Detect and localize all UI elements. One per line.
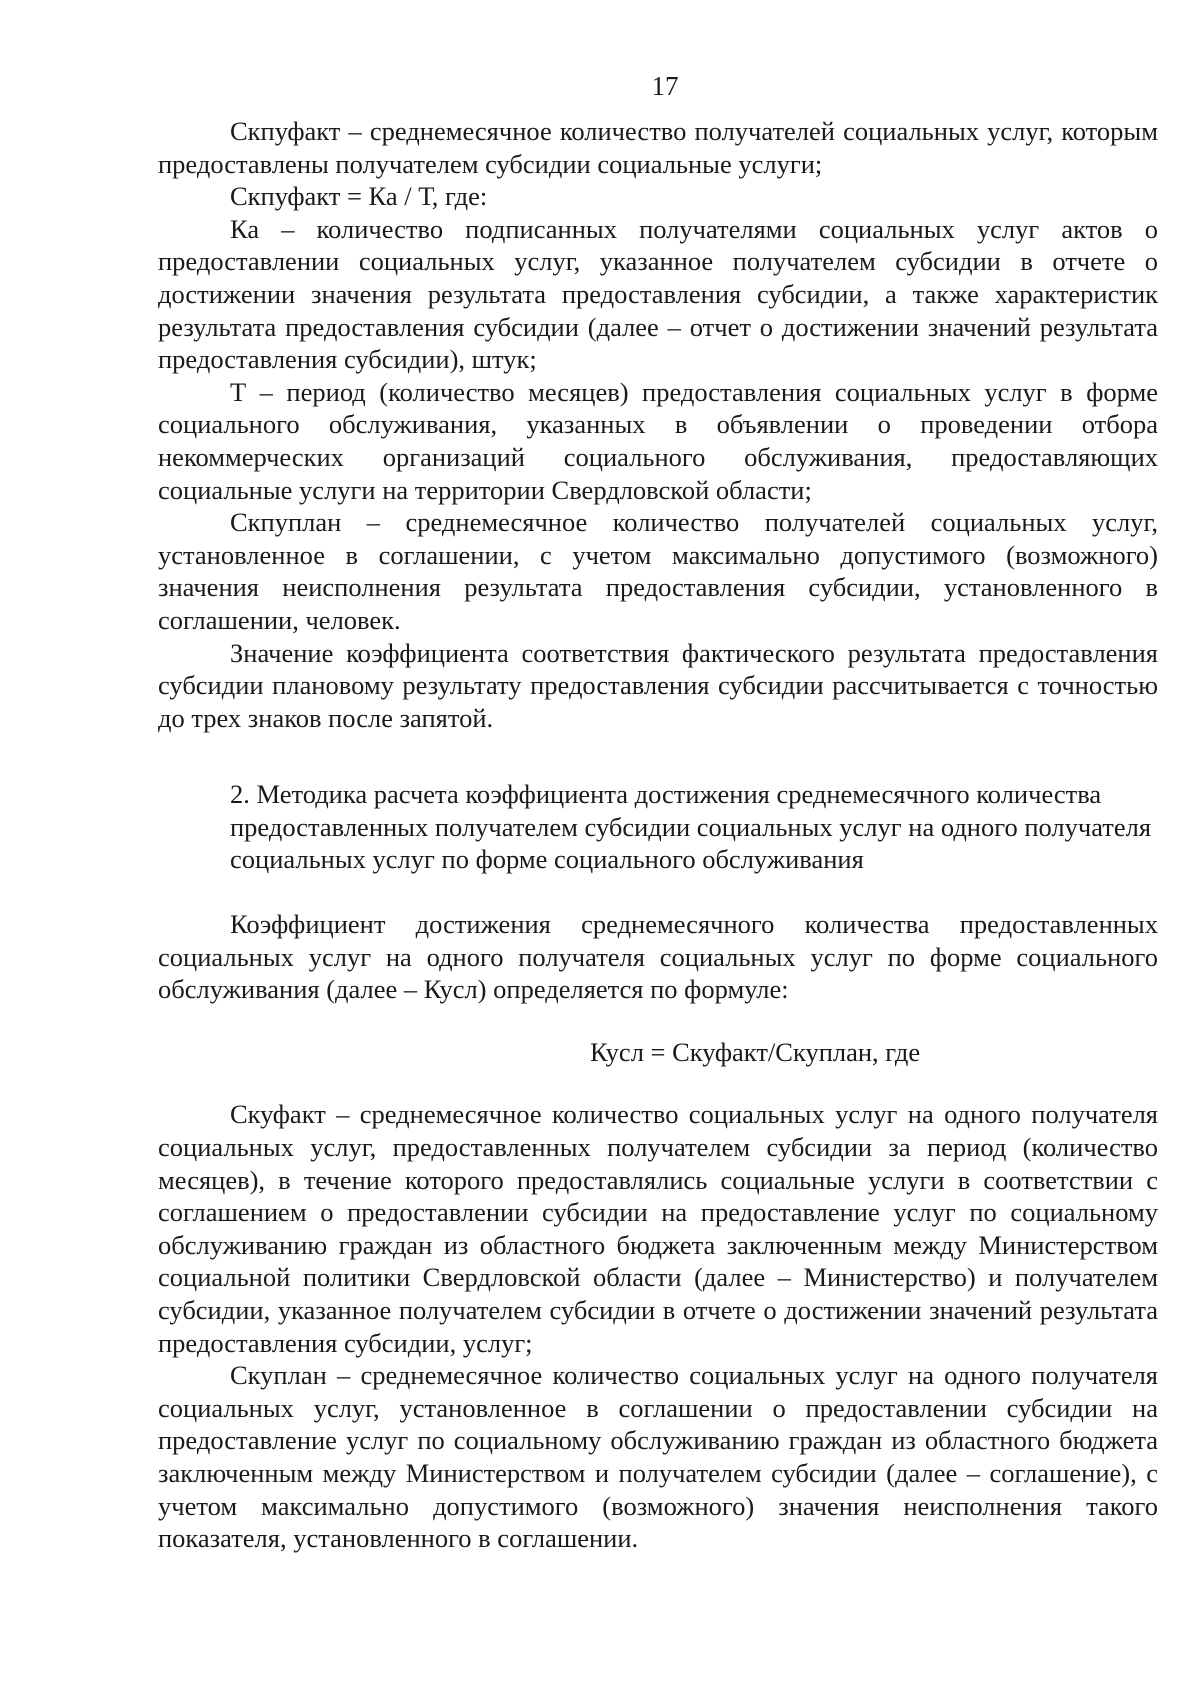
paragraph-skpufakt-definition: Скпуфакт – среднемесячное количество получателей социальных услуг, которым предоставлены получателем субсидии социальные услуги; — [158, 116, 1158, 179]
spacer — [158, 1006, 1158, 1036]
paragraph-skufakt-definition: Скуфакт – среднемесячное количество социальных услуг на одного получателя социальных услуг, предоставленных получателем субсидии за период (количество месяцев), в течение которого предоставлялись социальные услуги в соответствии с соглашением о предоставлении субсидии на предоставление услуг по социальному обслуживанию граждан из областного бюджета заключенным между Министерством социальной политики Свердловской области (далее – Министерство) и получателем субсидии, указанное получателем субсидии в отчете о достижении значений результата предоставления субсидии, услуг; — [158, 1099, 1158, 1358]
paragraph-skuplan-definition: Скуплан – среднемесячное количество социальных услуг на одного получателя социальных услуг, установленное в соглашении о предоставлении субсидии на предоставление услуг по социальному обслуживанию граждан из областного бюджета заключенным между Министерством и получателем субсидии (далее – соглашение), с учетом максимально допустимого (возможного) значения неисполнения такого показателя, установленного в соглашении. — [158, 1360, 1158, 1554]
spacer — [158, 734, 1158, 778]
spacer — [158, 876, 1158, 908]
page-number: 17 — [651, 71, 679, 101]
paragraph-skpuplan-definition: Скпуплан – среднемесячное количество получателей социальных услуг, установленное в соглашении, с учетом максимально допустимого (возможного) значения неисполнения результата предоставления субсидии, установленного в соглашении, человек. — [158, 507, 1158, 635]
spacer — [158, 1068, 1158, 1098]
formula-kusl: Кусл = Скуфакт/Скуплан, где — [590, 1036, 921, 1067]
section-title-line: предоставленных получателем субсидии социальных услуг на одного получателя — [230, 811, 1152, 842]
paragraph-skpufakt-formula: Скпуфакт = Ка / Т, где: — [230, 181, 488, 212]
paragraph-kusl-intro: Коэффициент достижения среднемесячного количества предоставленных социальных услуг на одного получателя социальных услуг по форме социального обслуживания (далее – Кусл) определяется по формуле: — [158, 909, 1158, 1005]
section-title — [158, 778, 1158, 876]
paragraph-ka-definition: Ка – количество подписанных получателями социальных услуг актов о предоставлении социальных услуг, указанное получателем субсидии в отчете о достижении значения результата предоставления субсидии, а также характеристик результата предоставления субсидии (далее – отчет о достижении значений результата предоставления субсидии), штук; — [158, 213, 1158, 375]
paragraph-t-definition: Т – период (количество месяцев) предоставления социальных услуг в форме социального обслуживания, указанных в объявлении о проведении отбора некоммерческих организаций социального обслуживания, предоставляющих социальные услуги на территории Свердловской области; — [158, 376, 1158, 505]
page-content — [158, 115, 1158, 1555]
section-title-line: социальных услуг по форме социального обслуживания — [230, 844, 864, 875]
paragraph-coefficient-precision: Значение коэффициента соответствия фактического результата предоставления субсидии плановому результату предоставления субсидии рассчитывается с точностью до трех знаков после запятой. — [158, 637, 1158, 733]
section-title-line: 2. Методика расчета коэффициента достижения среднемесячного количества — [230, 779, 1102, 810]
